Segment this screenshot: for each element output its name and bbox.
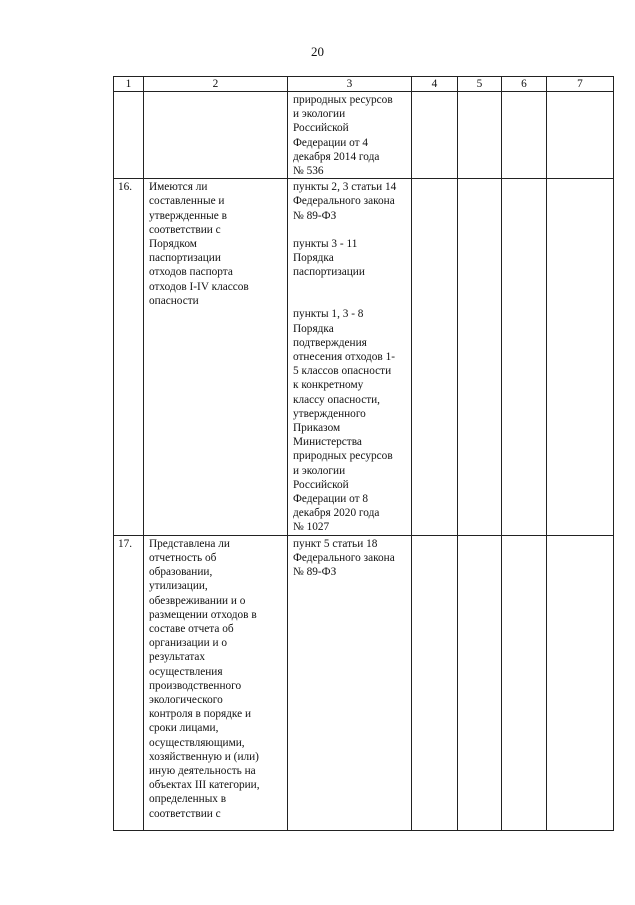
reference-cell <box>288 535 412 830</box>
reference-text: пункты 3 - 11 Порядка паспортизации <box>293 237 365 279</box>
question-cell <box>144 535 288 830</box>
header-cell: 1 <box>114 77 144 92</box>
table-row-17 <box>114 535 614 830</box>
empty-cell <box>458 535 502 830</box>
reference-cell <box>288 92 412 179</box>
reference-text: пункт 5 статьи 18 Федерального закона № 89-ФЗ <box>293 537 395 579</box>
header-cell: 6 <box>502 77 547 92</box>
empty-cell <box>502 535 547 830</box>
empty-cell <box>412 179 458 535</box>
header-cell: 4 <box>412 77 458 92</box>
row-number-cell: 17. <box>114 535 144 830</box>
table-row-continuation <box>114 92 614 179</box>
header-row <box>114 77 614 92</box>
empty-cell <box>458 92 502 179</box>
header-cell: 2 <box>144 77 288 92</box>
question-cell <box>144 92 288 179</box>
page-number: 20 <box>311 44 324 59</box>
table-row-16 <box>114 179 614 535</box>
empty-cell <box>547 92 614 179</box>
header-cell: 5 <box>458 77 502 92</box>
question-text: Представлена ли отчетность об образовании, утилизации, обезвреживании и о размещении отходов в составе отчета об организации и о результатах осуществления производственного экологического контроля в порядке и сроки лицами, осуществляющими, хозяйственную и (или) иную деятельность на объектах III категории, определенных в соответствии с <box>149 537 260 820</box>
reference-text: пункты 2, 3 статьи 14 Федерального закона № 89-ФЗ <box>293 181 397 222</box>
empty-cell <box>547 535 614 830</box>
empty-cell <box>412 535 458 830</box>
question-cell <box>144 179 288 535</box>
header-cell: 3 <box>288 77 412 92</box>
question-text: Имеются ли составленные и утвержденные в соответствии с Порядком паспортизации отходов паспорта отходов I-IV классов опасности <box>149 181 249 307</box>
reference-text: природных ресурсов и экологии Российской Федерации от 4 декабря 2014 года № 536 <box>293 94 393 178</box>
empty-cell <box>502 92 547 179</box>
header-cell: 7 <box>547 77 614 92</box>
empty-cell <box>412 92 458 179</box>
row-number-cell: 16. <box>114 179 144 535</box>
reference-text: пункты 1, 3 - 8 Порядка подтверждения отнесения отходов 1- 5 классов опасности к конкретному классу опасности, утвержденного Приказом Министерства природных ресурсов и экологии Российской Федерации от 8 декабря 2020 года № 1027 <box>293 308 395 534</box>
inspection-table <box>113 76 614 831</box>
empty-cell <box>458 179 502 535</box>
empty-cell <box>502 179 547 535</box>
empty-cell <box>547 179 614 535</box>
reference-cell <box>288 179 412 535</box>
row-number-cell <box>114 92 144 179</box>
